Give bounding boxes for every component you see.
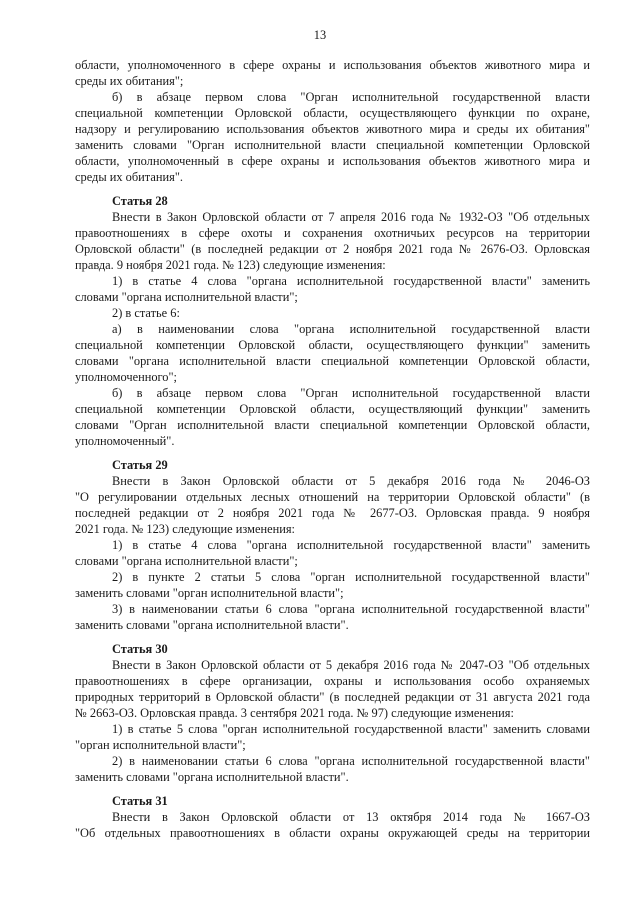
- text-line: правда. 9 ноября 2021 года. № 123) следующие изменения:: [75, 258, 386, 272]
- text-line: заменить словами "органа исполнительной власти".: [75, 618, 349, 632]
- article-heading: Статья 28: [112, 194, 168, 208]
- text-line: среды их обитания".: [75, 170, 183, 184]
- text-line: специальной компетенции Орловской области, осуществляющий функции" заменить: [75, 402, 590, 416]
- text-line: а) в наименовании слова "органа исполнительной государственной власти: [112, 322, 590, 336]
- text-line: 2) в статье 6:: [112, 306, 180, 320]
- text-line: б) в абзаце первом слова "Орган исполнительной государственной власти: [112, 386, 590, 400]
- text-line: заменить словами "органа исполнительной власти".: [75, 770, 349, 784]
- text-line: уполномоченный".: [75, 434, 175, 448]
- text-line: Внести в Закон Орловской области от 13 октября 2014 года № 1667-ОЗ: [112, 810, 590, 824]
- text-line: области, уполномоченного в сфере охраны и использования объектов животного мира и: [75, 58, 590, 72]
- text-line: заменить словами "орган исполнительной власти";: [75, 586, 344, 600]
- text-line: словами "Орган исполнительной власти специальной компетенции Орловской области,: [75, 418, 590, 432]
- text-line: 2) в наименовании статьи 6 слова "органа исполнительной государственной власти": [112, 754, 590, 768]
- text-line: последней редакции от 2 ноября 2021 года № 2677-ОЗ. Орловская правда. 9 ноября: [75, 506, 590, 520]
- text-line: правоотношениях в сфере охоты и сохранения охотничьих ресурсов на территории: [75, 226, 590, 240]
- text-line: словами "органа исполнительной власти";: [75, 554, 298, 568]
- text-line: заменить словами "Орган исполнительной власти специальной компетенции Орловской: [75, 138, 590, 152]
- text-line: среды их обитания";: [75, 74, 184, 88]
- text-line: Внести в Закон Орловской области от 7 апреля 2016 года № 1932-ОЗ "Об отдельных: [112, 210, 590, 224]
- text-line: 3) в наименовании статьи 6 слова "органа исполнительной государственной власти": [112, 602, 590, 616]
- page-number: 13: [313, 28, 327, 42]
- article-heading: Статья 31: [112, 794, 168, 808]
- text-line: 2) в пункте 2 статьи 5 слова "орган исполнительной государственной власти": [112, 570, 590, 584]
- text-line: области, уполномоченный в сфере охраны и использования объектов животного мира и: [75, 154, 590, 168]
- text-line: Орловской области" (в последней редакции от 2 ноября 2021 года № 2676-ОЗ. Орловская: [75, 242, 590, 256]
- text-line: "орган исполнительной власти";: [75, 738, 246, 752]
- text-line: № 2663-ОЗ. Орловская правда. 3 сентября 2021 года. № 97) следующие изменения:: [75, 706, 514, 720]
- text-line: 1) в статье 4 слова "органа исполнительной государственной власти" заменить: [112, 274, 590, 288]
- text-line: 1) в статье 4 слова "органа исполнительной государственной власти" заменить: [112, 538, 590, 552]
- text-line: природных территорий в Орловской области" (в последней редакции от 31 августа 2021 года: [75, 690, 590, 704]
- text-line: специальной компетенции Орловской области, осуществляющего функции по охране,: [75, 106, 590, 120]
- text-line: правоотношениях в сфере организации, охраны и использования особо охраняемых: [75, 674, 590, 688]
- text-line: Внести в Закон Орловской области от 5 декабря 2016 года № 2047-ОЗ "Об отдельных: [112, 658, 590, 672]
- text-line: уполномоченного";: [75, 370, 178, 384]
- article-heading: Статья 30: [112, 642, 168, 656]
- text-line: 2021 года. № 123) следующие изменения:: [75, 522, 295, 536]
- text-line: "Об отдельных правоотношениях в области охраны окружающей среды на территории: [75, 826, 590, 840]
- text-line: надзору и регулированию использования объектов животного мира и среды их обитания": [75, 122, 590, 136]
- text-line: Внести в Закон Орловской области от 5 декабря 2016 года № 2046-ОЗ: [112, 474, 590, 488]
- text-line: 1) в статье 5 слова "орган исполнительной государственной власти" заменить словами: [112, 722, 590, 736]
- text-line: словами "органа исполнительной власти";: [75, 290, 298, 304]
- text-line: словами "органа исполнительной власти специальной компетенции Орловской области,: [75, 354, 590, 368]
- text-line: "О регулировании отдельных лесных отношений на территории Орловской области" (в: [75, 490, 590, 504]
- text-line: специальной компетенции Орловской области, осуществляющего функции" заменить: [75, 338, 590, 352]
- article-heading: Статья 29: [112, 458, 168, 472]
- text-line: б) в абзаце первом слова "Орган исполнительной государственной власти: [112, 90, 590, 104]
